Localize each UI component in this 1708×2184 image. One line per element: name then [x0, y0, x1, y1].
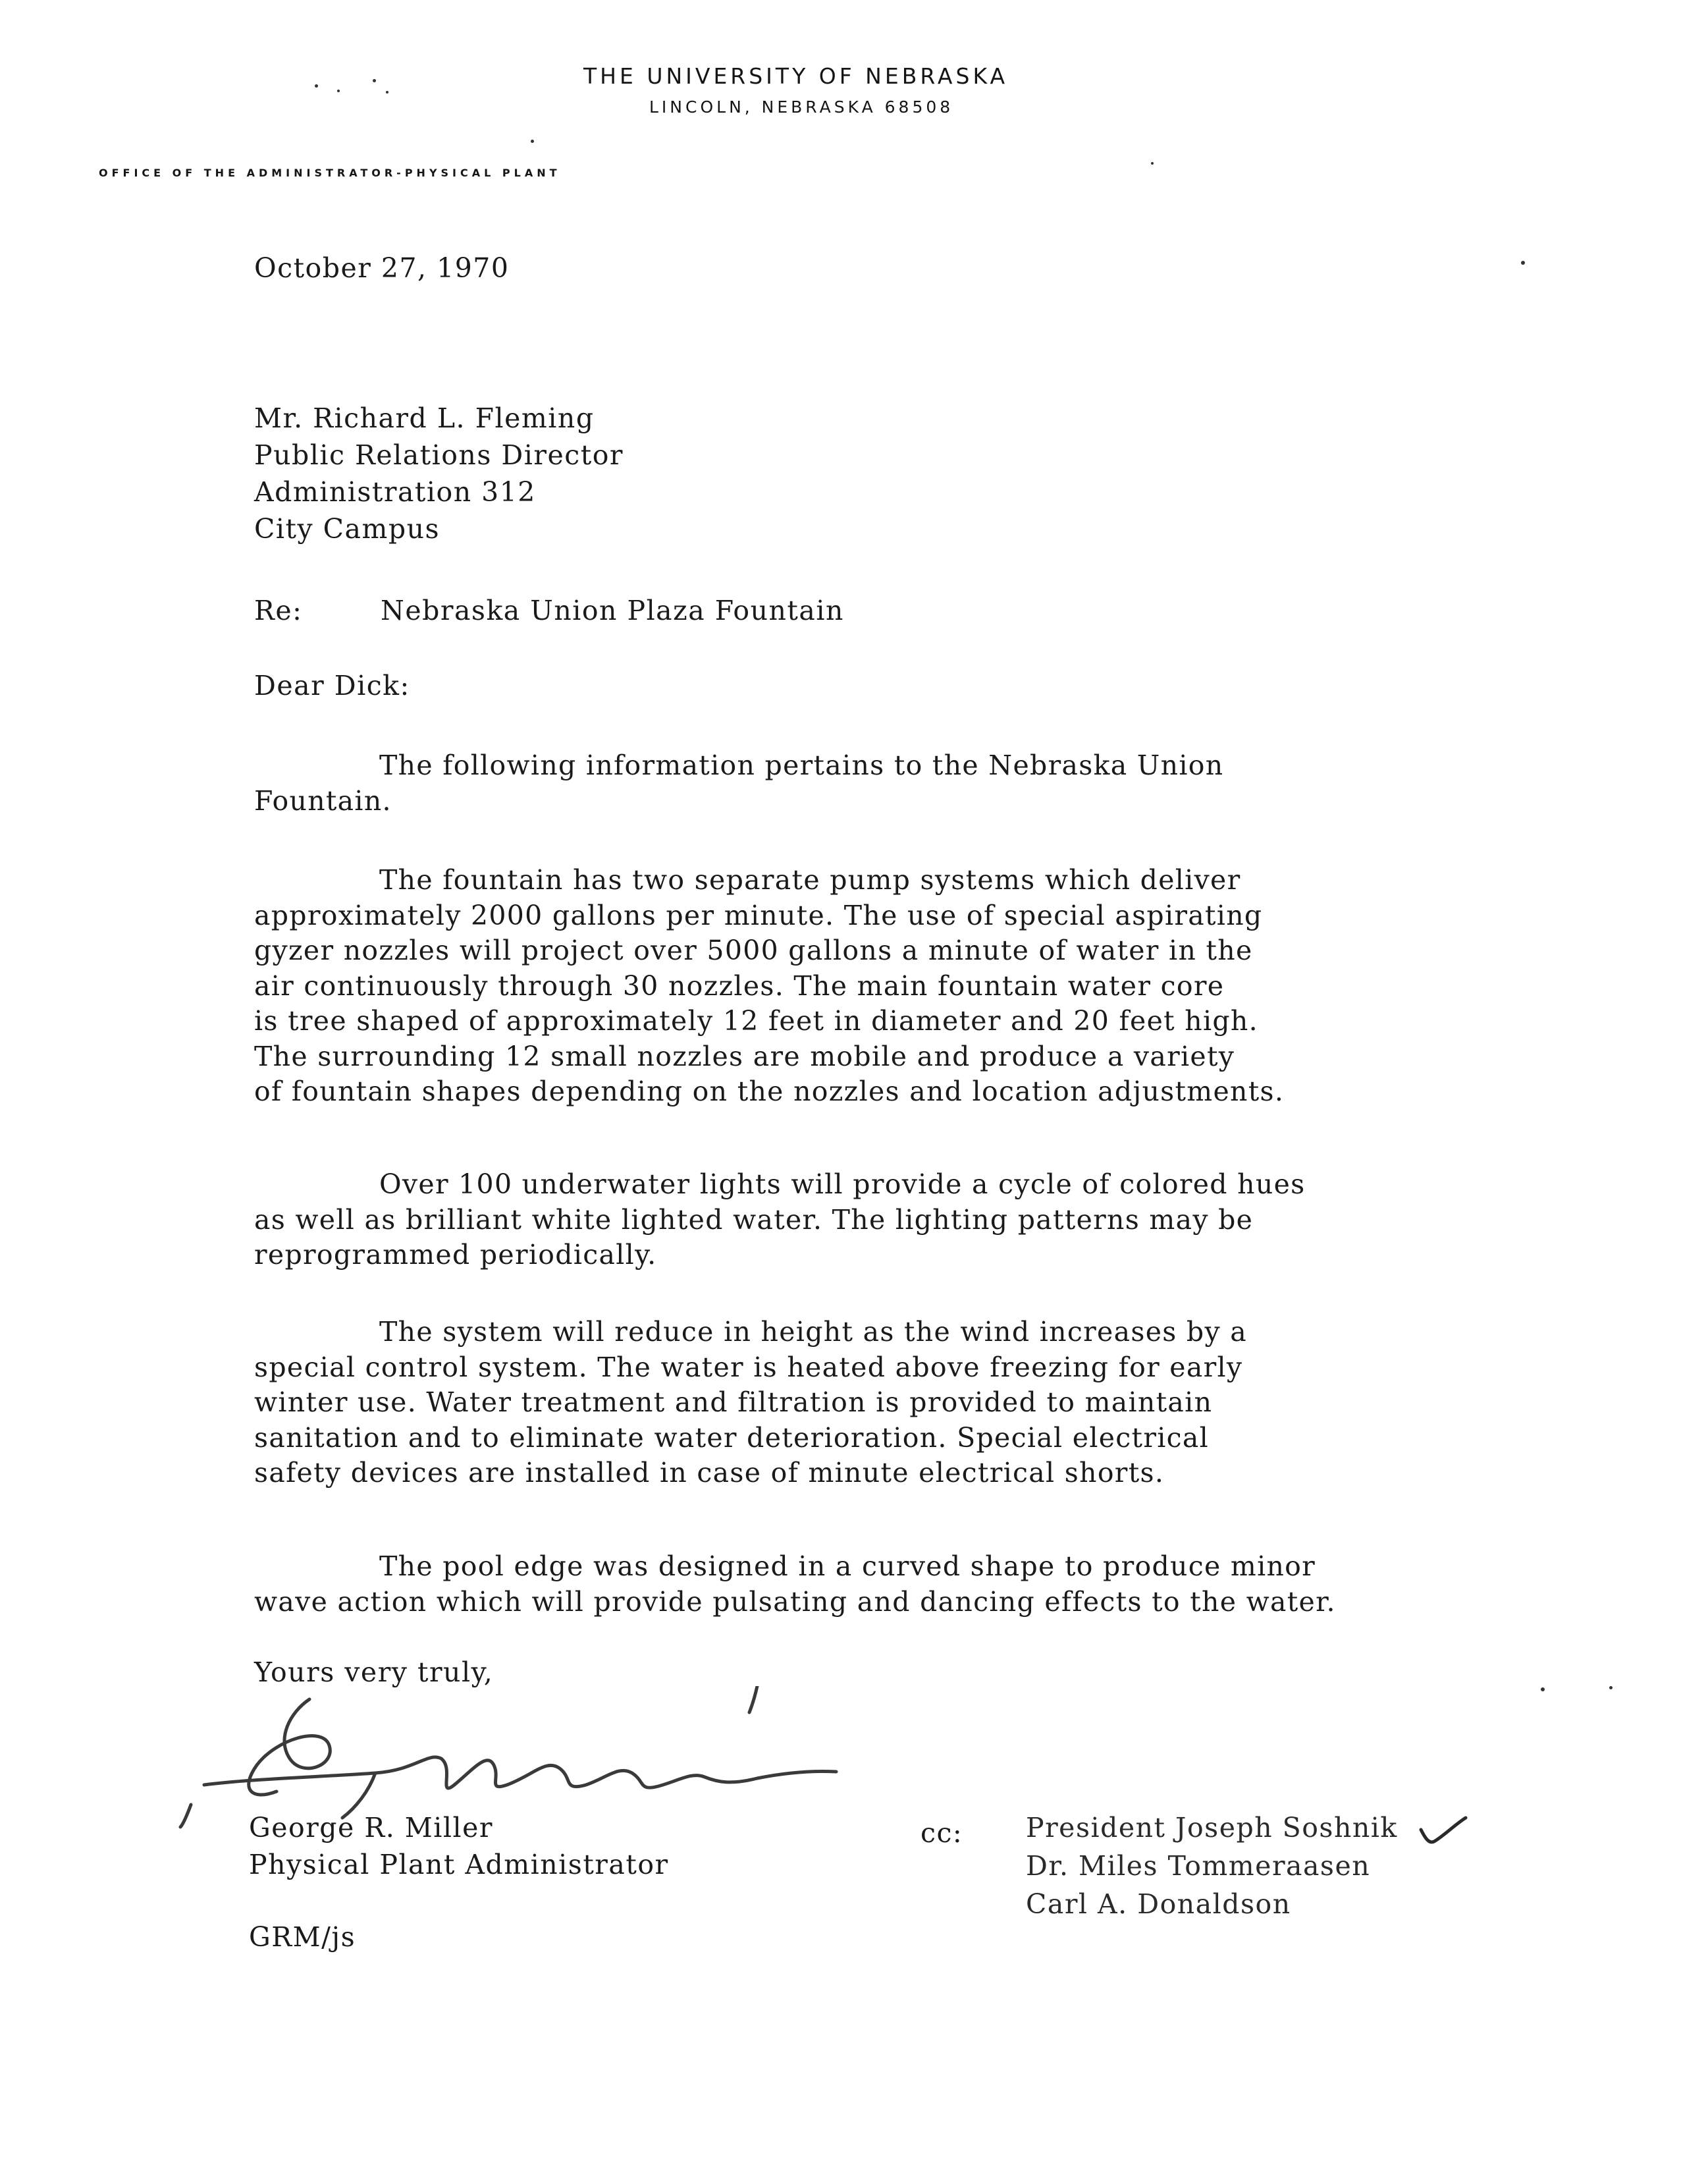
typist-initials: GRM/js	[249, 1921, 356, 1953]
closing: Yours very truly,	[254, 1656, 494, 1688]
paragraph-line: The surrounding 12 small nozzles are mobile and produce a variety	[254, 1040, 1235, 1072]
paragraph-line: The pool edge was designed in a curved shape to produce minor	[379, 1550, 1316, 1582]
cc-recipient: President Joseph Soshnik	[1026, 1812, 1398, 1843]
paragraph-line: wave action which will provide pulsating and dancing effects to the water.	[254, 1585, 1336, 1618]
paper-speck	[337, 90, 340, 92]
paragraph-line: The following information pertains to the Nebraska Union	[379, 750, 1224, 781]
paper-speck	[531, 140, 534, 143]
body-paragraph	[254, 748, 1223, 819]
paragraph-line: approximately 2000 gallons per minute. The use of special aspirating	[254, 899, 1263, 931]
body-paragraph	[254, 863, 1284, 1110]
paragraph-line: safety devices are installed in case of minute electrical shorts.	[254, 1457, 1165, 1488]
cc-label: cc:	[921, 1817, 963, 1849]
body-paragraph	[254, 1549, 1336, 1620]
handwritten-signature	[178, 1686, 849, 1831]
paragraph-line: reprogrammed periodically.	[254, 1239, 657, 1270]
signer-block	[249, 1810, 669, 1884]
check-mark-icon	[1417, 1815, 1470, 1848]
paragraph-line: as well as brilliant white lighted water. The lighting patterns may be	[254, 1203, 1254, 1236]
recipient-address	[254, 400, 624, 548]
re-label: Re:	[254, 595, 303, 626]
letterhead	[0, 0, 1708, 184]
paragraph-line: of fountain shapes depending on the nozzles and location adjustments.	[254, 1076, 1285, 1107]
body-paragraph	[254, 1315, 1247, 1491]
signer-title: Physical Plant Administrator	[249, 1849, 669, 1880]
paragraph-line: air continuously through 30 nozzles. The main fountain water core	[254, 969, 1225, 1002]
paragraph-line: sanitation and to eliminate water deterioration. Special electrical	[254, 1421, 1210, 1454]
letterhead-city: LINCOLN, NEBRASKA 68508	[649, 97, 954, 117]
paragraph-line: gyzer nozzles will project over 5000 gallons a minute of water in the	[254, 935, 1253, 966]
recipient-name: Mr. Richard L. Fleming	[254, 402, 595, 434]
paper-speck	[1541, 1687, 1545, 1691]
recipient-title: Public Relations Director	[254, 439, 624, 471]
cc-recipient: Carl A. Donaldson	[1026, 1888, 1291, 1920]
paper-speck	[1521, 261, 1525, 265]
paper-speck	[1609, 1686, 1613, 1689]
signer-name: George R. Miller	[249, 1812, 493, 1843]
letterhead-university: THE UNIVERSITY OF NEBRASKA	[583, 63, 1009, 89]
paragraph-line: Fountain.	[254, 784, 392, 817]
recipient-office: Administration 312	[254, 476, 536, 508]
re-subject: Nebraska Union Plaza Fountain	[381, 595, 844, 626]
paragraph-line: The fountain has two separate pump systems which deliver	[379, 864, 1241, 896]
paragraph-line: Over 100 underwater lights will provide a cycle of colored hues	[379, 1168, 1306, 1200]
recipient-campus: City Campus	[254, 513, 440, 545]
salutation: Dear Dick:	[254, 670, 410, 701]
paper-speck	[315, 84, 318, 88]
letter-date: October 27, 1970	[254, 252, 510, 284]
letterhead-office: OFFICE OF THE ADMINISTRATOR-PHYSICAL PLANT	[99, 167, 561, 179]
body-paragraph	[254, 1167, 1306, 1273]
cc-list	[1026, 1810, 1398, 1925]
paragraph-line: The system will reduce in height as the wind increases by a	[379, 1316, 1248, 1348]
paper-speck	[373, 79, 376, 82]
paragraph-line: special control system. The water is heated above freezing for early	[254, 1351, 1243, 1383]
cc-recipient: Dr. Miles Tommeraasen	[1026, 1850, 1371, 1882]
paper-speck	[386, 91, 388, 94]
paragraph-line: winter use. Water treatment and filtration is provided to maintain	[254, 1386, 1213, 1418]
paper-speck	[1151, 162, 1154, 165]
paragraph-line: is tree shaped of approximately 12 feet in diameter and 20 feet high.	[254, 1005, 1258, 1037]
